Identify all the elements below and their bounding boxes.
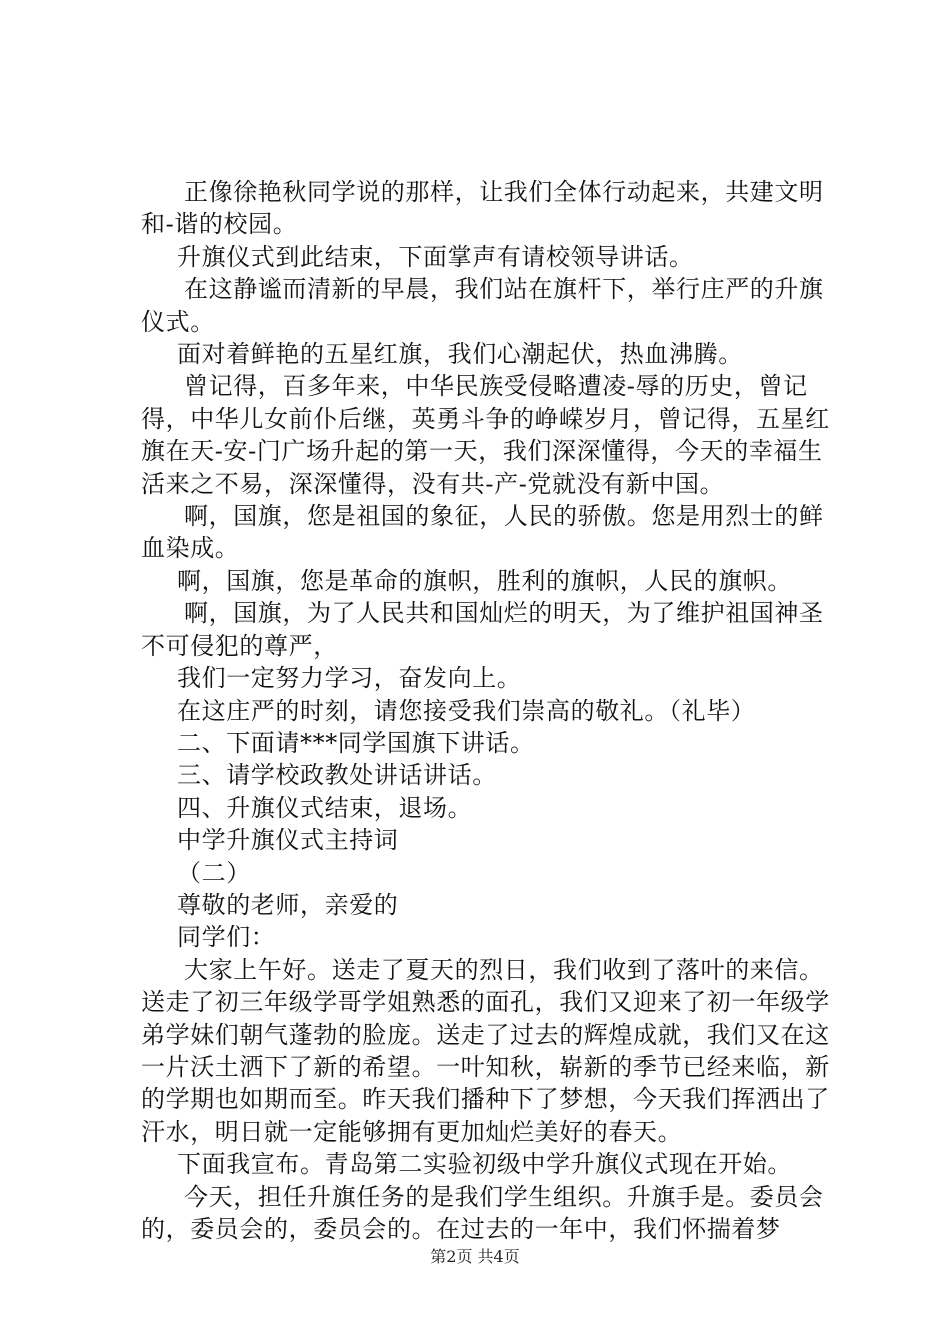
paragraph: 升旗仪式到此结束，下面掌声有请校领导讲话。 — [177, 242, 694, 271]
paragraph: 我们一定努力学习，奋发向上。 — [177, 664, 522, 693]
paragraph: 下面我宣布。青岛第二实验初级中学升旗仪式现在开始。 — [177, 1150, 792, 1179]
paragraph: 正像徐艳秋同学说的那样，让我们全体行动起来，共建文明和-谐的校园。 — [141, 178, 824, 239]
paragraph: 啊，国旗，为了人民共和国灿烂的明天，为了维护祖国神圣不可侵犯的尊严， — [141, 599, 824, 660]
paragraph: 今天，担任升旗任务的是我们学生组织。升旗手是。委员会的，委员会的，委员会的。在过去的一年中，我们怀揣着梦 — [141, 1182, 824, 1243]
section-number: （二） — [177, 858, 251, 887]
paragraph: 在这庄严的时刻，请您接受我们崇高的敬礼。（礼毕） — [177, 696, 756, 725]
salutation: 同学们： — [177, 923, 276, 952]
salutation: 尊敬的老师，亲爱的 — [177, 890, 399, 919]
paragraph: 大家上午好。送走了夏天的烈日，我们收到了落叶的来信。送走了初三年级学哥学姐熟悉的面孔，我们又迎来了初一年级学弟学妹们朝气蓬勃的脸庞。送走了过去的辉煌成就，我们又在这一片沃土洒下了新的希望。一叶知秋，崭新的季节已经来临，新的学期也如期而至。昨天我们播种下了梦想，今天我们挥洒出了汗水，明日就一定能够拥有更加灿烂美好的春天。 — [141, 955, 830, 1146]
paragraph: 三、请学校政教处讲话讲话。 — [177, 761, 497, 790]
paragraph: 曾记得，百多年来，中华民族受侵略遭凌-辱的历史，曾记得，中华儿女前仆后继，英勇斗争的峥嵘岁月，曾记得，五星红旗在天-安-门广场升起的第一天，我们深深懂得，今天的幸福生活来之不易，深深懂得，没有共-产-党就没有新中国。 — [141, 372, 830, 498]
document-body — [141, 176, 841, 1245]
paragraph: 啊，国旗，您是祖国的象征，人民的骄傲。您是用烈士的鲜血染成。 — [141, 502, 824, 563]
paragraph: 啊，国旗，您是革命的旗帜，胜利的旗帜，人民的旗帜。 — [177, 566, 792, 595]
paragraph: 面对着鲜艳的五星红旗，我们心潮起伏，热血沸腾。 — [177, 340, 743, 369]
section-heading: 中学升旗仪式主持词 — [177, 826, 399, 855]
page-footer: 第2页 共4页 — [430, 1247, 520, 1266]
paragraph: 二、下面请***同学国旗下讲话。 — [177, 728, 535, 757]
paragraph: 四、升旗仪式结束，退场。 — [177, 793, 473, 822]
paragraph: 在这静谧而清新的早晨，我们站在旗杆下，举行庄严的升旗仪式。 — [141, 275, 824, 336]
